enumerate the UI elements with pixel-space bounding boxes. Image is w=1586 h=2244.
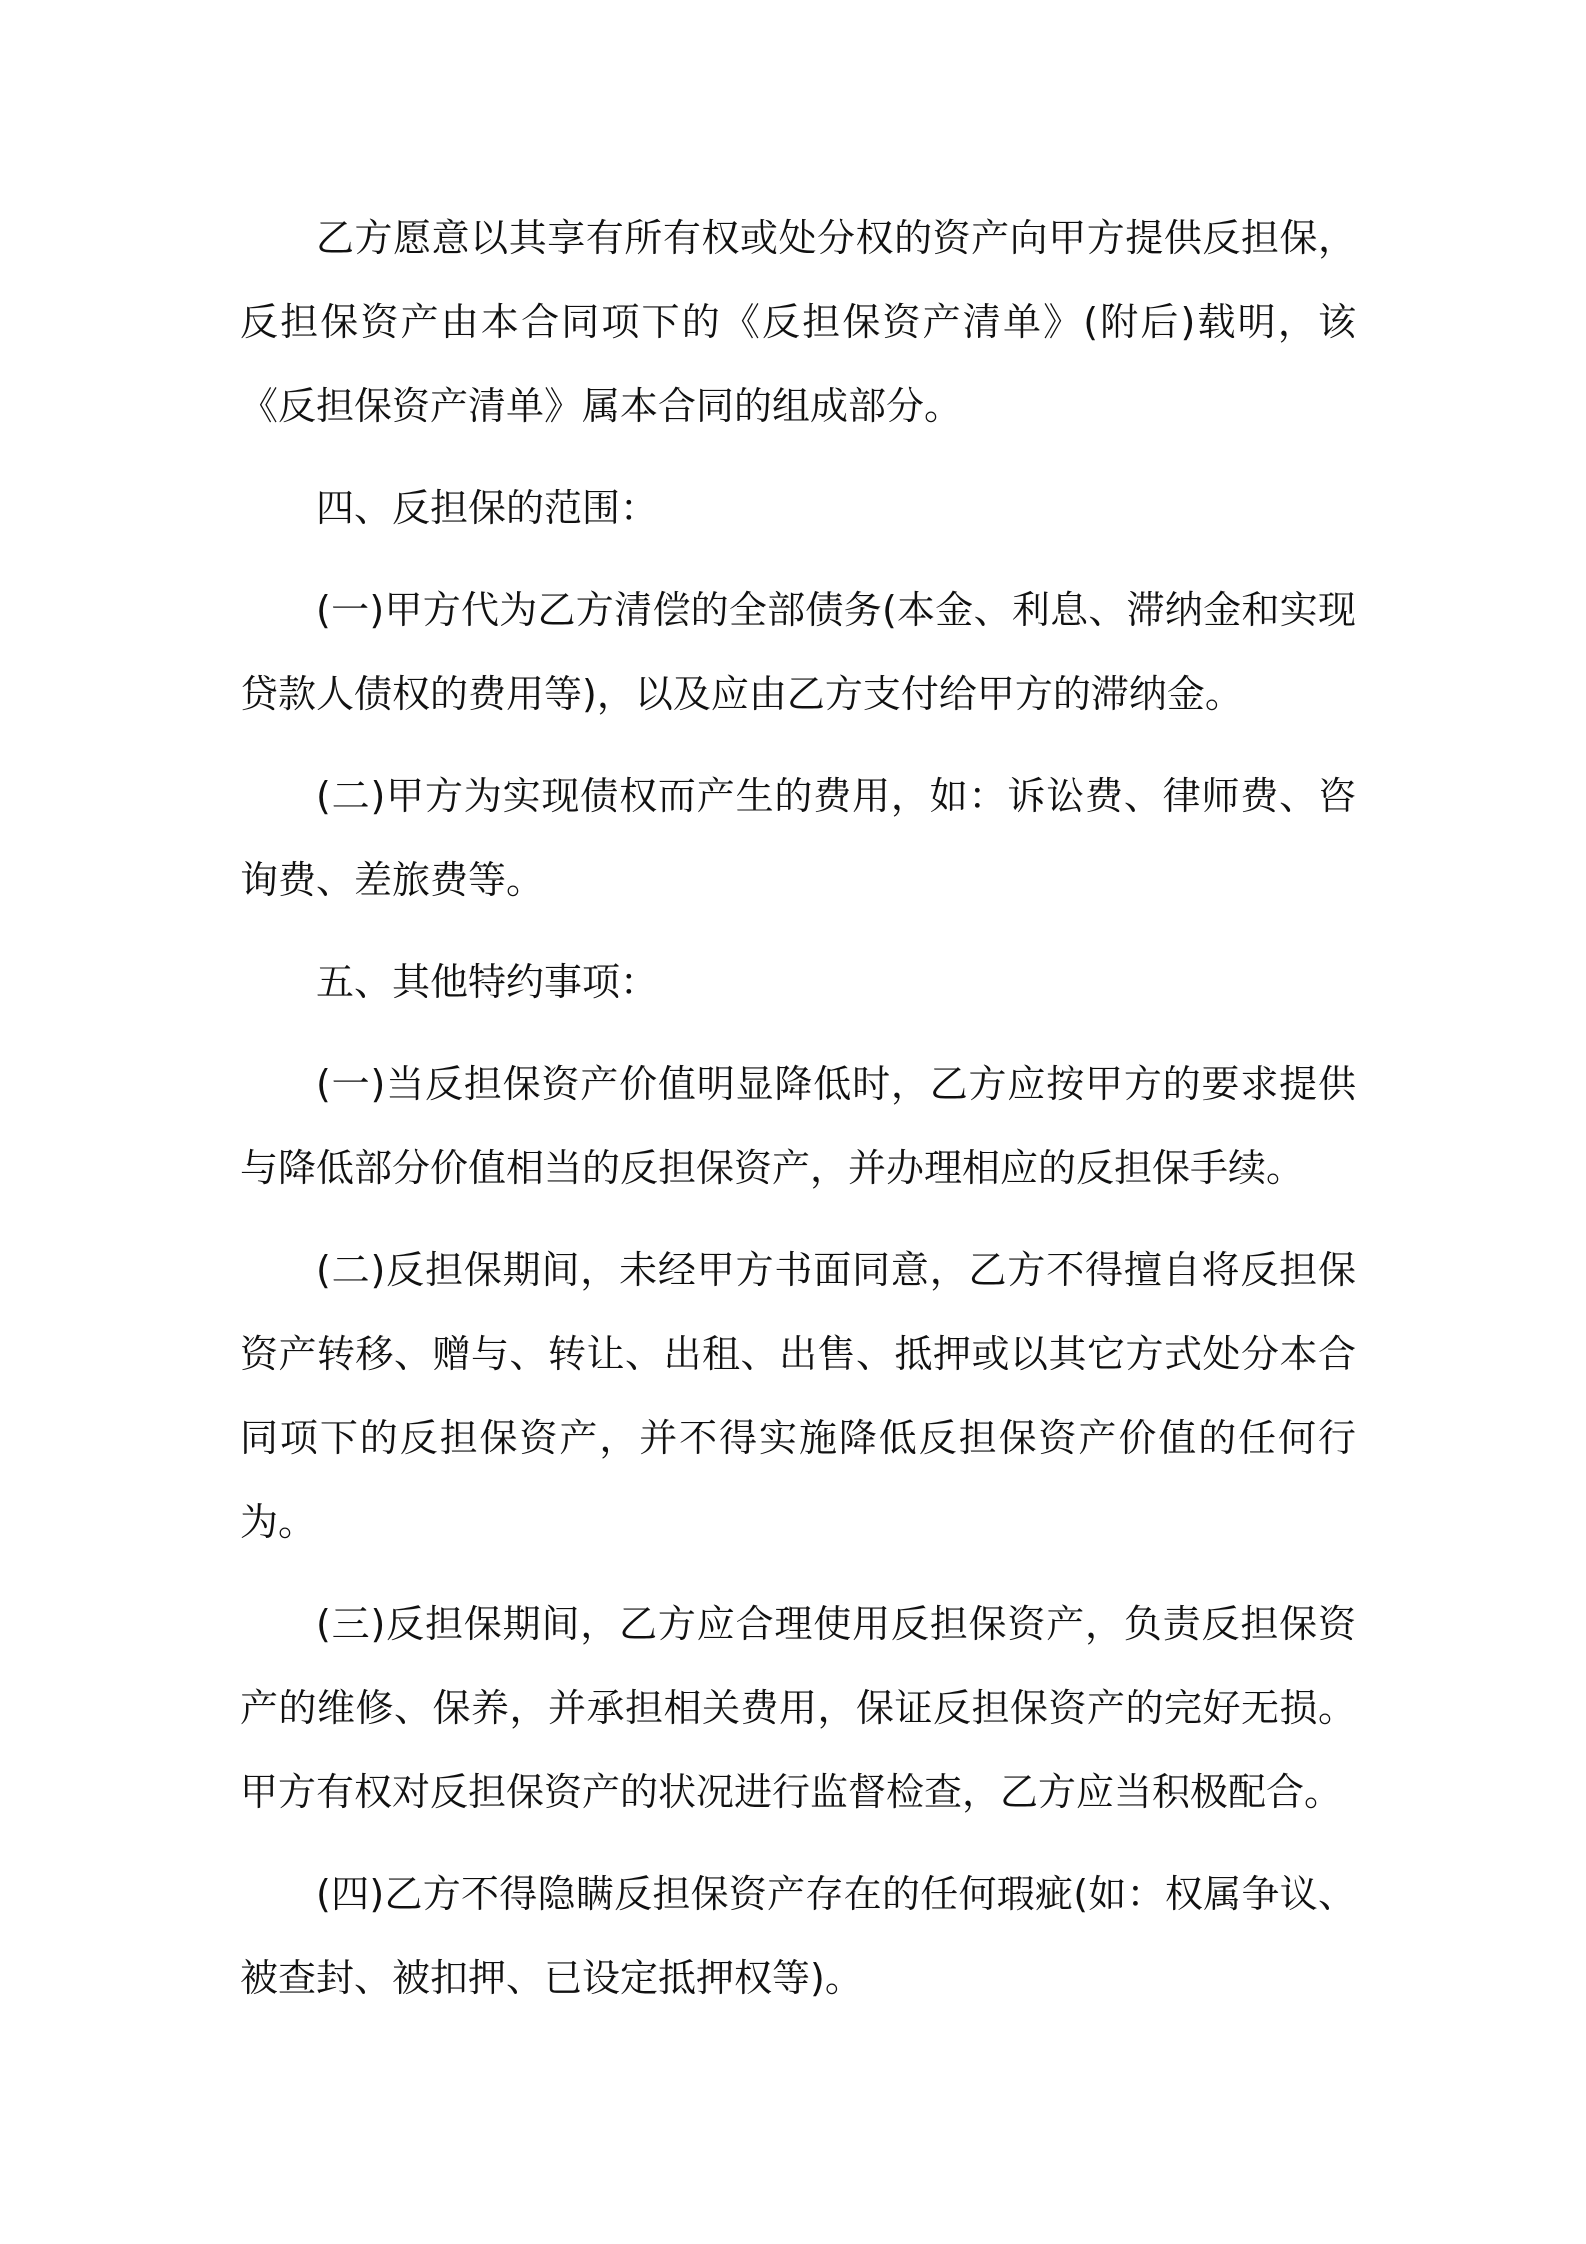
paragraph-special-term-2: (二)反担保期间，未经甲方书面同意，乙方不得擅自将反担保资产转移、赠与、转让、出租、出售、抵押或以其它方式处分本合同项下的反担保资产，并不得实施降低反担保资产价值的任何行为。	[240, 1248, 1356, 1544]
paragraph-counter-guarantee-assets: 乙方愿意以其享有所有权或处分权的资产向甲方提供反担保，反担保资产由本合同项下的《反担保资产清单》(附后)载明，该《反担保资产清单》属本合同的组成部分。	[240, 216, 1356, 428]
document-body	[240, 196, 1356, 2038]
paragraph-special-term-3: (三)反担保期间，乙方应合理使用反担保资产，负责反担保资产的维修、保养，并承担相关费用，保证反担保资产的完好无损。甲方有权对反担保资产的状况进行监督检查，乙方应当积极配合。	[240, 1602, 1356, 1814]
section-heading-scope: 四、反担保的范围：	[316, 486, 659, 530]
paragraph-scope-item-1: (一)甲方代为乙方清偿的全部债务(本金、利息、滞纳金和实现贷款人债权的费用等)，以及应由乙方支付给甲方的滞纳金。	[240, 588, 1356, 716]
paragraph-special-term-4: (四)乙方不得隐瞒反担保资产存在的任何瑕疵(如：权属争议、被查封、被扣押、已设定抵押权等)。	[240, 1872, 1356, 2000]
paragraph-scope-item-2: (二)甲方为实现债权而产生的费用，如：诉讼费、律师费、咨询费、差旅费等。	[240, 774, 1356, 902]
section-heading-special-terms: 五、其他特约事项：	[316, 960, 659, 1004]
paragraph-special-term-1: (一)当反担保资产价值明显降低时，乙方应按甲方的要求提供与降低部分价值相当的反担保资产，并办理相应的反担保手续。	[240, 1062, 1356, 1190]
